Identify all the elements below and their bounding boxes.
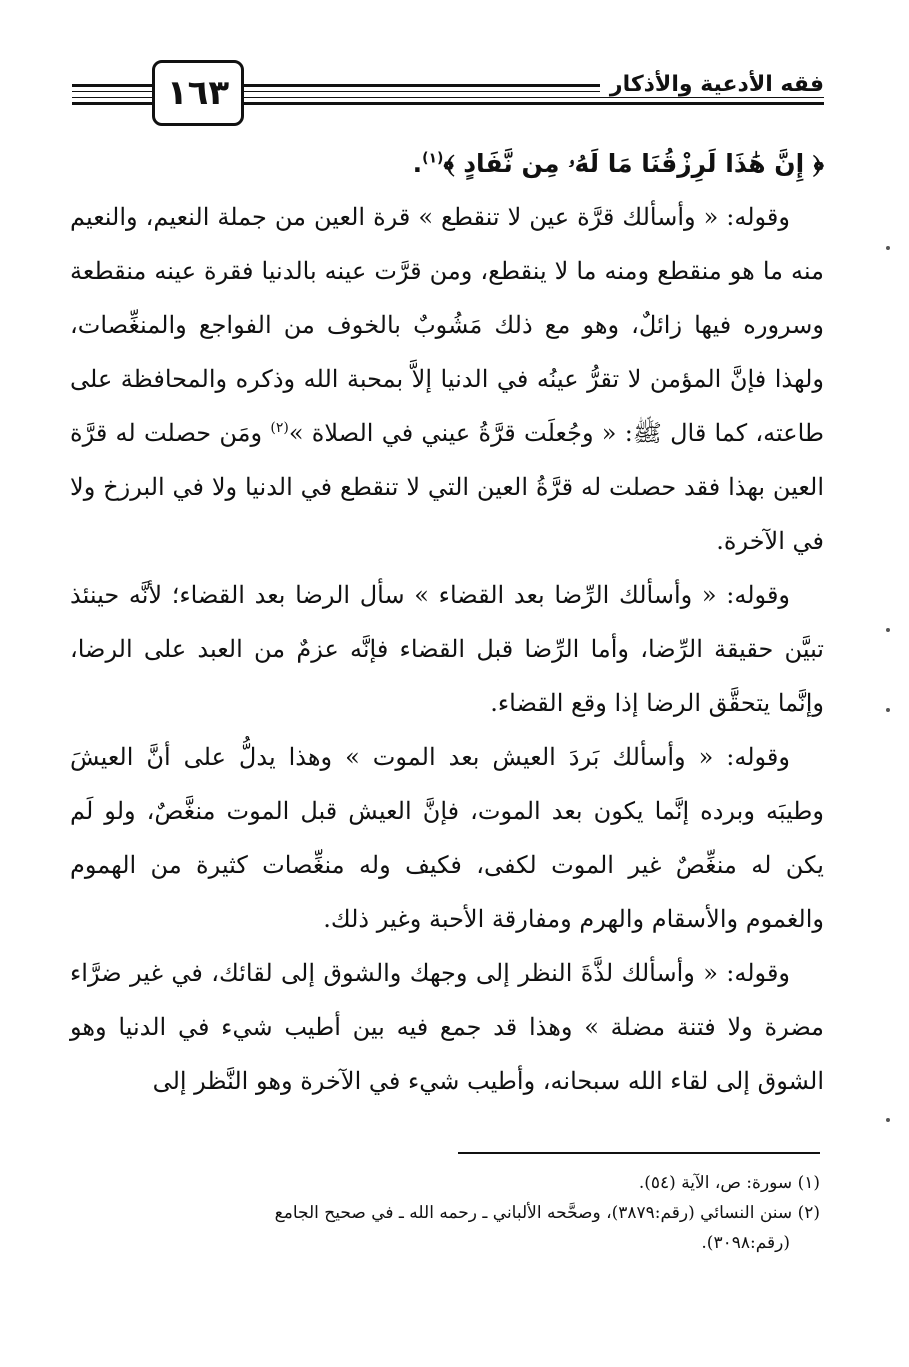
footnote: (رقم:٣٠٩٨). <box>701 1233 790 1253</box>
paragraph-text: وقوله: « وأسألك الرِّضا بعد القضاء » سأل الرضا بعد القضاء؛ لأنَّه حينئذ تبيَّن حقيقة الرِّضا، وأما الرِّضا قبل القضاء فإنَّه عزمٌ من العبد على الرضا، وإنَّما يتحقَّق الرضا إذا وقع القضاء. <box>70 581 824 717</box>
footnote-ref: (٢) <box>270 420 289 436</box>
margin-dot <box>886 628 890 632</box>
paragraph <box>70 730 824 946</box>
footnote: (١) سورة: ص، الآية (٥٤). <box>638 1173 820 1193</box>
page-number: ١٦٣ <box>152 60 244 126</box>
paragraph-text: وقوله: « وأسألك قرَّة عين لا تنقطع » قرة العين من جملة النعيم، والنعيم منه ما هو منقطع ومنه ما لا ينقطع، ومن قرَّت عينه بالدنيا فقرة عينه منقطعة وسروره فيها زائلٌ، وهو مع ذلك مَشُوبٌ بالخوف من الفواجع والمنغِّصات، ولهذا فإنَّ المؤمن لا تقرُّ عينُه في الدنيا إلاَّ بمحبة الله وذكره والمحافظة على طاعته، كما قال ﷺ: « وجُعلَت قرَّةُ عيني في الصلاة » <box>70 203 825 447</box>
footnote-divider <box>458 1152 820 1154</box>
paragraph-text: وقوله: « وأسألك لذَّةَ النظر إلى وجهك والشوق إلى لقائك، في غير ضرَّاء مضرة ولا فتنة مضلة » وهذا قد جمع فيه بين أطيب شيء في الدنيا وهو الشوق إلى لقاء الله سبحانه، وأطيب شيء في الآخرة وهو النَّظر إلى <box>70 959 824 1095</box>
paragraph-text: وقوله: « وأسألك بَردَ العيش بعد الموت » وهذا يدلُّ على أنَّ العيشَ وطيبَه وبرده إنَّما يكون بعد الموت، فإنَّ العيش قبل الموت منغَّصٌ، ولو لَم يكن له منغِّصٌ غير الموت لكفى، فكيف وله منغِّصات كثيرة من الهموم والغموم والأسقام والهرم ومفارقة الأحبة وغير ذلك. <box>70 743 824 933</box>
paragraph-text: ومَن حصلت له قرَّة العين بهذا فقد حصلت له قرَّةُ العين التي لا تنقطع في الدنيا ولا في البرزخ ولا في الآخرة. <box>70 419 824 555</box>
paragraph <box>70 568 824 730</box>
verse-text: ﴿ إِنَّ هَٰذَا لَرِزْقُنَا مَا لَهُۥ مِن نَّفَادٍ ﴾ <box>443 149 824 178</box>
footnote: (٢) سنن النسائي (رقم:٣٨٧٩)، وصحَّحه الألباني ـ رحمه الله ـ في صحيح الجامع <box>274 1203 820 1223</box>
margin-dot <box>886 246 890 250</box>
footnotes <box>70 1168 820 1258</box>
margin-dot <box>886 1118 890 1122</box>
quran-verse: ﴿ إِنَّ هَٰذَا لَرِزْقُنَا مَا لَهُۥ مِن نَّفَادٍ ﴾$^{(١)}$. <box>412 149 824 178</box>
page-header <box>72 60 824 128</box>
main-text <box>70 138 824 1108</box>
book-title: فقه الأدعية والأذكار <box>600 72 824 97</box>
footnote-ref: (١) <box>422 150 444 167</box>
paragraph <box>70 946 824 1108</box>
paragraph <box>70 190 824 568</box>
margin-dot <box>886 708 890 712</box>
